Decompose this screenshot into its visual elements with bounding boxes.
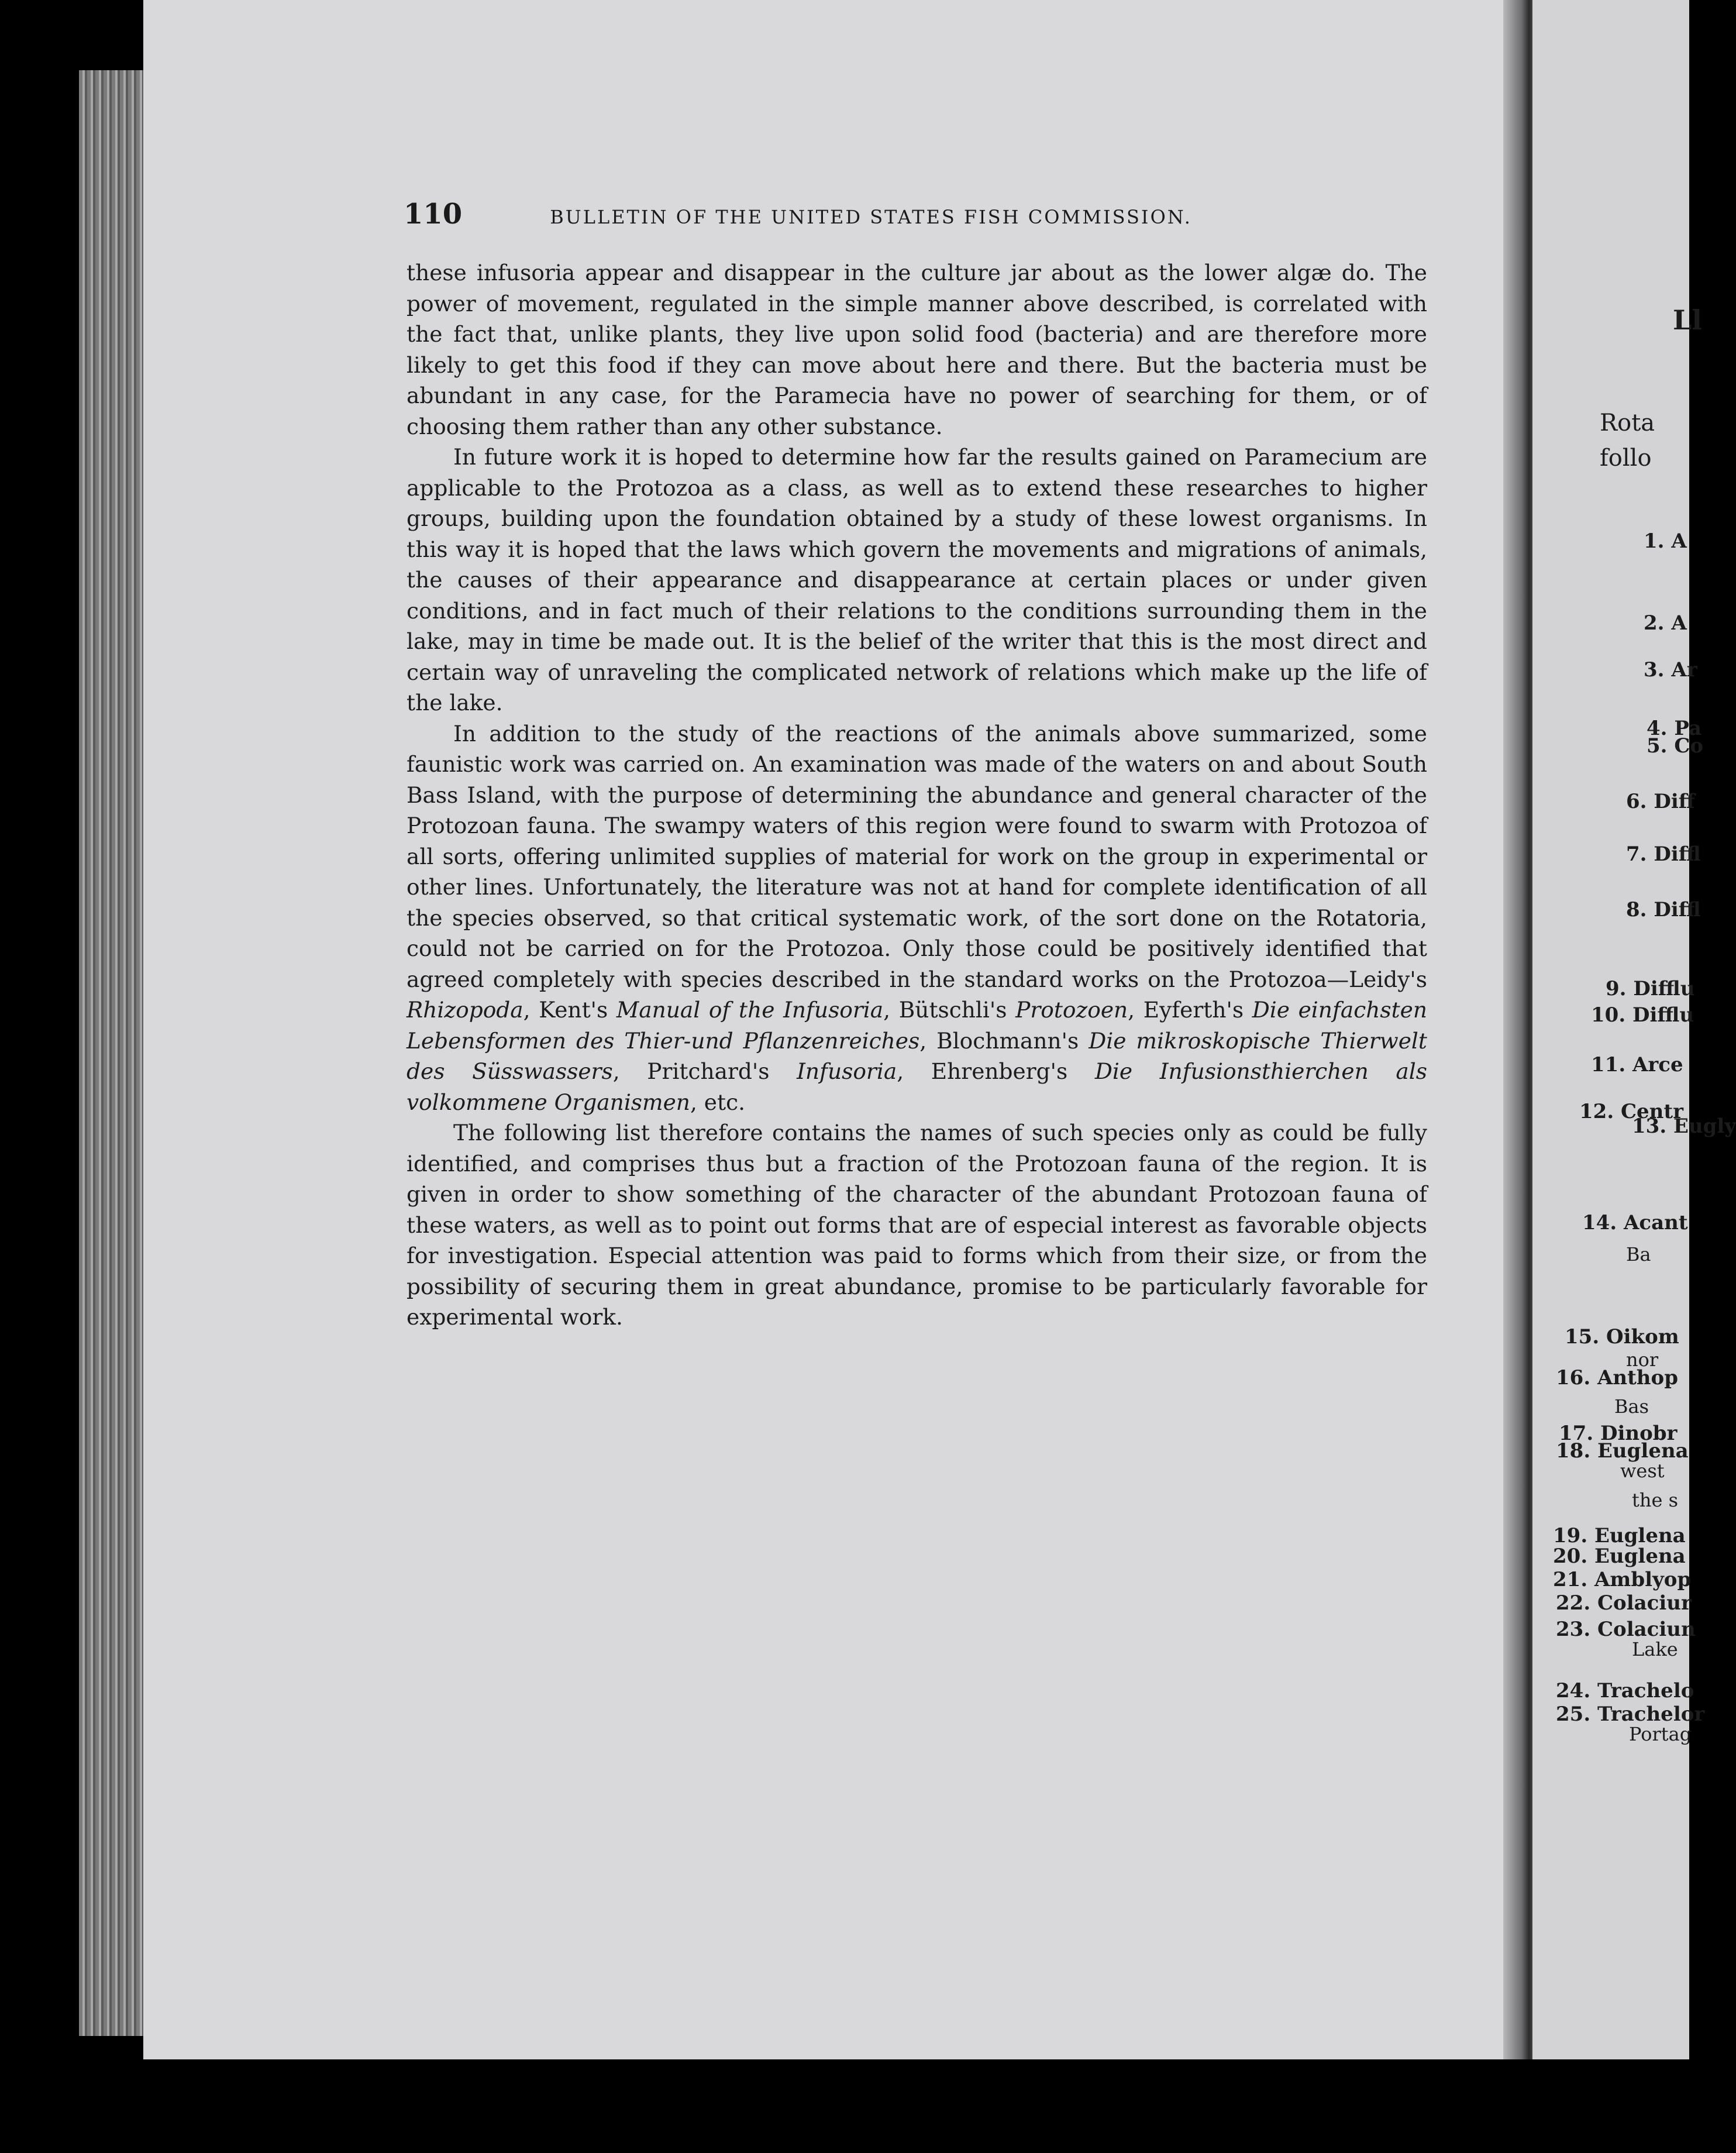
text-run: , Pritchard's xyxy=(612,1058,797,1084)
page-number: 110 xyxy=(404,198,463,231)
list-item: 3. Ar xyxy=(1644,658,1697,682)
list-item: 20. Euglena xyxy=(1553,1545,1686,1568)
body-text xyxy=(407,257,1427,1333)
right-page-text xyxy=(1532,0,1736,2059)
text-run: In future work it is hoped to determine how far the results gained on Paramecium are applicable to the Protozoa as a class, as well as to extend these researches to higher groups, building upon the foundation obtained by a study of these lowest organisms. In this way it is hoped that the laws which govern the movements and migrations of animals, the causes of their appearance and disappearance at certain places or under given conditions, and in fact much of their relations to the conditions surrounding them in the lake, may in time be made out. It is the belief of the writer that this is the most direct and certain way of unraveling the complicated network of relations which make up the life of the lake. xyxy=(407,444,1427,716)
list-item: 19. Euglena xyxy=(1553,1524,1686,1547)
list-item: 16. Anthop xyxy=(1556,1366,1678,1390)
page-edges xyxy=(79,70,146,2036)
list-line: Lake xyxy=(1632,1638,1678,1660)
italic-title: Die mikroskopische Thierwelt des Süsswassers xyxy=(407,1027,1427,1084)
list-line: the s xyxy=(1632,1489,1678,1511)
list-item: 25. Trachelor xyxy=(1556,1703,1705,1726)
list-line: nor xyxy=(1626,1349,1659,1371)
list-item: 18. Euglena xyxy=(1556,1439,1689,1463)
italic-title: Infusoria xyxy=(797,1058,897,1084)
list-item: 24. Trachelo xyxy=(1556,1679,1694,1703)
text-run: , Ehrenberg's xyxy=(897,1058,1095,1084)
list-line: Ll xyxy=(1673,304,1702,336)
list-item: 13. Eugly xyxy=(1632,1115,1736,1138)
text-run: , Bütschli's xyxy=(883,997,1016,1023)
list-item: 23. Colaciun xyxy=(1556,1618,1696,1641)
list-item: 21. Amblyop xyxy=(1553,1568,1692,1591)
list-item: 5. Co xyxy=(1647,734,1704,758)
italic-title: Rhizopoda xyxy=(407,997,523,1023)
list-item: 17. Dinobr xyxy=(1559,1422,1678,1445)
list-line: west xyxy=(1620,1460,1665,1482)
list-item: 8. Diffl xyxy=(1626,898,1701,921)
text-run: , Kent's xyxy=(523,997,616,1023)
list-item: 10. Difflu xyxy=(1591,1003,1694,1027)
list-item: 22. Colaciur xyxy=(1556,1591,1692,1615)
text-run: , Blochmann's xyxy=(919,1027,1089,1054)
list-item: 4. Pa xyxy=(1647,717,1702,740)
list-item: 15. Oikom xyxy=(1565,1325,1679,1349)
page-header xyxy=(404,198,1275,231)
paragraph xyxy=(407,718,1427,1118)
text-run: , Eyferth's xyxy=(1128,997,1252,1023)
paragraph xyxy=(407,257,1427,442)
running-head: BULLETIN OF THE UNITED STATES FISH COMMISSION. xyxy=(550,206,1192,228)
paragraph xyxy=(407,1117,1427,1333)
list-line: Bas xyxy=(1614,1395,1649,1418)
italic-title: Protozoen xyxy=(1015,997,1128,1023)
list-line: follo xyxy=(1600,445,1652,472)
list-line: Rota xyxy=(1600,410,1655,436)
list-item: 12. Centr xyxy=(1579,1100,1684,1123)
list-item: 7. Diffl xyxy=(1626,842,1701,866)
list-item: 9. Difflu xyxy=(1606,977,1695,1000)
text-run: The following list therefore contains the names of such species only as could be fully identified, and comprises thus but a fraction of the Protozoan fauna of the region. It is given in order to show something of the character of the abundant Protozoan fauna of these waters, as well as to point out forms that are of especial interest as favorable objects for investigation. Especial attention was paid to forms which from their size, or from the possibility of securing them in great abundance, promise to be particularly favorable for experimental work. xyxy=(407,1120,1427,1330)
paragraph xyxy=(407,442,1427,718)
list-item: 6. Diff xyxy=(1626,790,1695,813)
text-run: these infusoria appear and disappear in the culture jar about as the lower algæ do. The power of movement, regulated in the simple manner above described, is correlated with the fact that, unlike plants, they live upon solid food (bacteria) and are therefore more likely to get this food if they can move about here and there. But the bacteria must be abundant in any case, for the Paramecia have no power of searching for them, or of choosing them rather than any other substance. xyxy=(407,260,1427,439)
list-item: 14. Acant xyxy=(1582,1211,1688,1234)
italic-title: Manual of the Infusoria xyxy=(616,997,884,1023)
text-run: , etc. xyxy=(690,1089,745,1115)
list-line: Ba xyxy=(1626,1243,1651,1265)
list-item: 11. Arce xyxy=(1591,1053,1683,1076)
text-run: In addition to the study of the reactions of the animals above summarized, some faunistic work was carried on. An examination was made of the waters on and about South Bass Island, with the purpose of determining the abundance and general character of the Protozoan fauna. The swampy waters of this region were found to swarm with Protozoa of all sorts, offering unlimited supplies of material for work on the group in experimental or other lines. Unfortunately, the literature was not at hand for complete identification of all the species observed, so that critical systematic work, of the sort done on the Rotatoria, could not be carried on for the Protozoa. Only those could be positively identified that agreed completely with species described in the standard works on the Protozoa—Leidy's xyxy=(407,720,1427,992)
italic-title: Die Infusionsthierchen als volkommene Organismen xyxy=(407,1058,1427,1115)
list-line: Portag xyxy=(1629,1723,1692,1745)
list-item: 1. A xyxy=(1644,529,1687,553)
italic-title: Die einfachsten Lebensformen des Thier-und Pflanzenreiches xyxy=(407,997,1427,1054)
list-item: 2. A xyxy=(1644,611,1687,635)
